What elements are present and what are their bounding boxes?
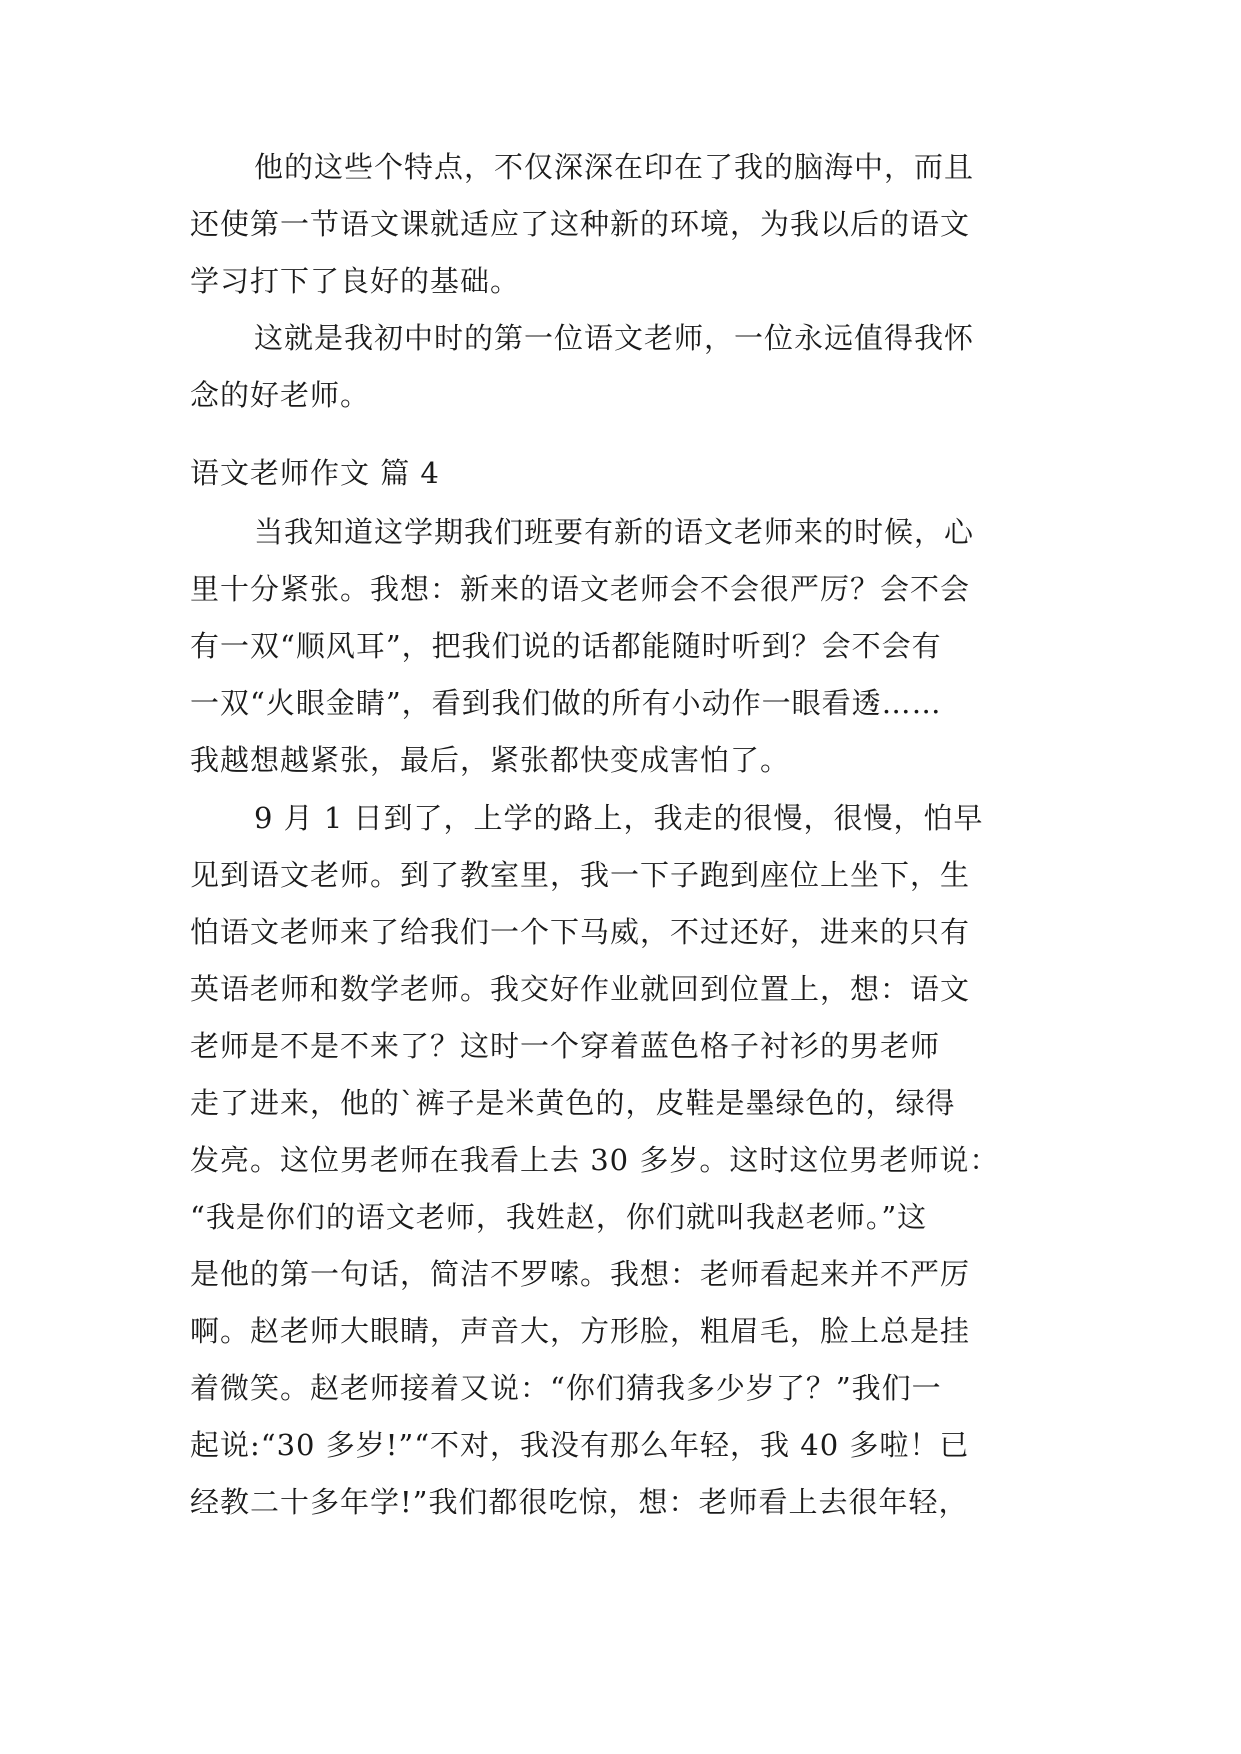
paragraph-line: 见到语文老师。到了教室里，我一下子跑到座位上坐下，生	[190, 858, 971, 892]
paragraph-line: 当我知道这学期我们班要有新的语文老师来的时候，心	[254, 515, 975, 549]
paragraph-1	[190, 139, 1090, 310]
paragraph-line: 念的好老师。	[190, 378, 371, 412]
paragraph-line: 一双“火眼金睛”，看到我们做的所有小动作一眼看透……	[190, 686, 942, 720]
paragraph-line: 英语老师和数学老师。我交好作业就回到位置上，想：语文	[190, 972, 971, 1006]
paragraph-line: 起说:“30 多岁!”“不对，我没有那么年轻，我 40 多啦！已	[190, 1428, 970, 1462]
paragraph-line: 里十分紧张。我想：新来的语文老师会不会很严厉？会不会	[190, 572, 971, 606]
paragraph-line: 还使第一节语文课就适应了这种新的环境，为我以后的语文	[190, 207, 971, 241]
paragraph-line: 啊。赵老师大眼睛，声音大，方形脸，粗眉毛，脸上总是挂	[190, 1314, 971, 1348]
paragraph-line: 发亮。这位男老师在我看上去 30 多岁。这时这位男老师说：	[190, 1143, 1000, 1177]
paragraph-line: 我越想越紧张，最后，紧张都快变成害怕了。	[190, 743, 791, 777]
section-heading: 语文老师作文 篇 4	[190, 456, 440, 490]
paragraph-4	[190, 790, 1090, 1531]
paragraph-line: 学习打下了良好的基础。	[190, 264, 521, 298]
paragraph-line: 走了进来，他的`裤子是米黄色的，皮鞋是墨绿色的，绿得	[190, 1086, 956, 1120]
paragraph-line: “我是你们的语文老师，我姓赵，你们就叫我赵老师。”这	[190, 1200, 928, 1234]
paragraph-line: 怕语文老师来了给我们一个下马威，不过还好，进来的只有	[190, 915, 971, 949]
paragraph-line: 经教二十多年学!”我们都很吃惊，想：老师看上去很年轻，	[190, 1485, 969, 1519]
paragraph-line: 这就是我初中时的第一位语文老师，一位永远值得我怀	[254, 321, 975, 355]
paragraph-line: 有一双“顺风耳”，把我们说的话都能随时听到？会不会有	[190, 629, 942, 663]
paragraph-2	[190, 310, 1090, 424]
paragraph-line: 着微笑。赵老师接着又说：“你们猜我多少岁了？”我们一	[190, 1371, 942, 1405]
paragraph-line: 老师是不是不来了？这时一个穿着蓝色格子衬衫的男老师	[190, 1029, 941, 1063]
paragraph-line: 他的这些个特点，不仅深深在印在了我的脑海中，而且	[254, 150, 975, 184]
paragraph-line: 是他的第一句话，简洁不罗嗦。我想：老师看起来并不严厉	[190, 1257, 971, 1291]
paragraph-3	[190, 504, 1090, 789]
paragraph-line: 9 月 1 日到了，上学的路上，我走的很慢，很慢，怕早	[254, 801, 984, 835]
